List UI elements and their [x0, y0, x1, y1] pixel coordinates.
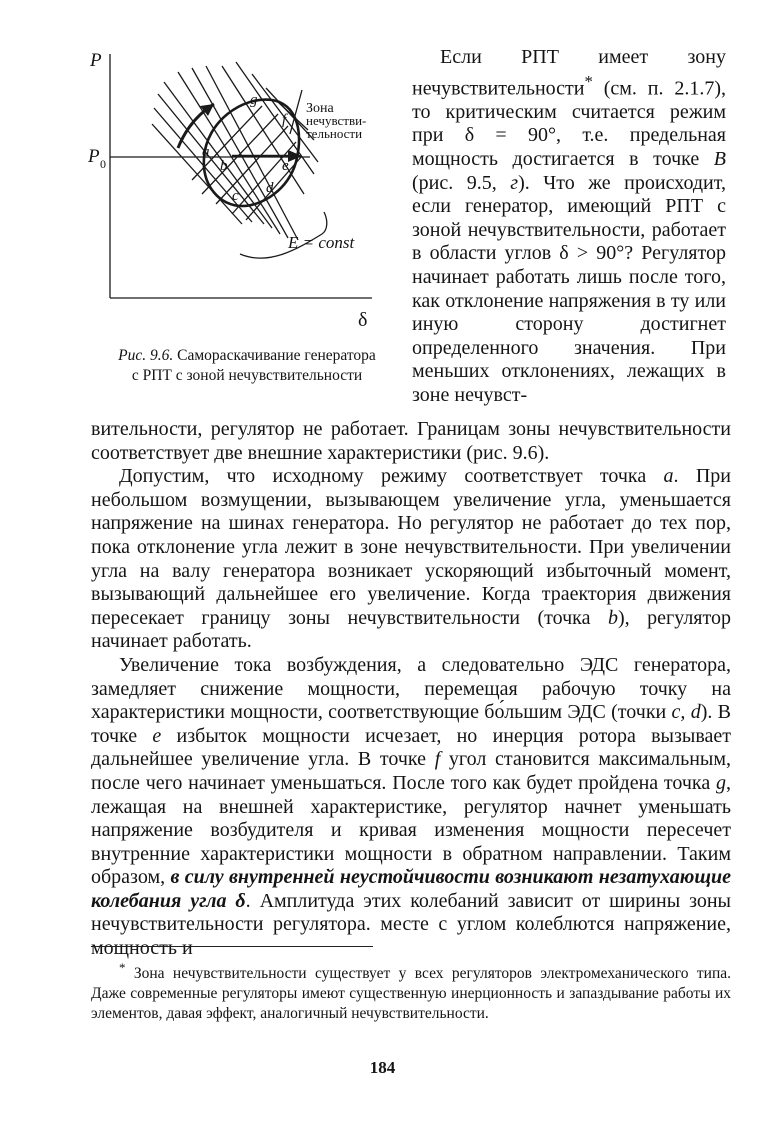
figure-number: Рис. 9.6. — [118, 347, 174, 364]
body-text-part: Увеличение тока возбуждения, а следовательно ЭДС генератора, замедляет снижение мощности, перемещая рабочую точку на характеристики мощности, соответствующие бо́льшим ЭДС (точки — [91, 653, 731, 724]
point-label-e: e — [282, 158, 289, 174]
side-column-text — [412, 46, 726, 408]
side-text-part: (см. п. 2.1.7), то критическим считается режим при δ = 90°, т.е. предельная мощность достигается в точке — [412, 77, 726, 171]
side-text-part: ). Что же происходит, если генератор, имеющий РПТ с зоной нечувствительности, работает в области углов δ > 90°? Регулятор начинает работать лишь после того, как отклонение напряжения в ту или иную сторону достигнет определенного значения. При меньших отклонениях, лежащих в зоне нечувст- — [412, 171, 726, 406]
e-const-label: E = const — [288, 233, 355, 252]
point-ref-b: b — [607, 606, 618, 629]
figure-ref-g: г — [510, 171, 519, 194]
point-ref-cd: с, d — [671, 701, 701, 724]
side-text-part: Если РПТ имеет зону нечувствительности — [412, 46, 726, 100]
body-text-part: избыток мощности исчезает, но инерция ротора вызывает дальнейшее увеличение угла. В точке — [91, 724, 731, 771]
point-label-b: b — [220, 158, 228, 174]
axis-label-delta: δ — [358, 309, 368, 331]
point-label-c: c — [232, 188, 239, 204]
body-text-part: вительности, регулятор не работает. Границам зоны нечувствительности соответствует две внешние характеристики (рис. 9.6). — [91, 418, 731, 464]
point-label-g: g — [250, 92, 258, 108]
point-label-a: a — [202, 144, 210, 160]
body-paragraph-2 — [91, 654, 731, 961]
axis-label-p: P — [90, 50, 102, 71]
footnote-mark: * — [119, 960, 126, 975]
side-text-part: (рис. 9.5, — [412, 171, 511, 194]
point-ref-g: g — [716, 771, 726, 794]
footnote-text: Зона нечувствительности существует у всех регуляторов электромеханического типа. Даже современные регуляторы имеют существенную инерционность и запаздывание работы их элементов, давая эффект, аналогичный нечувствительности. — [91, 965, 731, 1023]
footnote-paragraph — [91, 958, 731, 1024]
body-paragraph-1 — [91, 465, 731, 654]
body-text-part: Допустим, что исходному режиму соответствует точка — [119, 465, 664, 488]
body-text-part: . Амплитуда этих колебаний зависит от ширины зоны нечувствительности регулятора. месте с углом колеблются напряжение, мощность и — [91, 889, 731, 960]
axis-label-p0: P — [88, 146, 100, 167]
footnote-marker: * — [584, 71, 593, 91]
zone-label-line-3: тельности — [306, 126, 363, 141]
figure-caption — [82, 346, 412, 386]
caption-line-2: с РПТ с зоной нечувствительности — [131, 367, 363, 384]
main-body-text — [91, 418, 731, 961]
footnote-rule — [91, 946, 373, 947]
side-paragraph — [412, 46, 726, 408]
body-text-part: . При небольшом возмущении, вызывающем увеличение угла, уменьшается напряжение на шинах генератора. Но регулятор не работает до тех пор, пока отклонение угла лежит в зоне нечувствительности. При увеличении угла на валу генератора возникает ускоряющий избыточный момент, вызывающий дальнейшее его увеличение. Когда траектория движения пересекает границу зоны нечувствительности (точка — [91, 465, 731, 629]
power-characteristics — [152, 62, 318, 240]
zone-label-line-1: Зона — [306, 101, 334, 116]
body-text-part: ), регулятор начинает работать. — [91, 606, 731, 653]
point-label-f: f — [282, 112, 287, 128]
page-number: 184 — [369, 1058, 396, 1077]
body-text-part: ). В точке — [91, 701, 731, 747]
figure-9-6 — [82, 44, 412, 444]
point-ref-e: е — [152, 724, 162, 747]
caption-line-1: Самораскачивание генератора — [177, 347, 376, 364]
point-label-d: d — [266, 180, 274, 196]
arrow-head-right — [288, 150, 302, 162]
point-ref-f: f — [434, 748, 441, 771]
zone-label-line-2: нечувстви- — [306, 113, 367, 128]
point-ref-b: В — [713, 148, 726, 171]
body-text-part: угол становится максимальным, после чего начинает уменьшаться. После того как будет пройдена точка — [91, 748, 731, 794]
power-angle-diagram — [82, 44, 412, 344]
emphasized-statement: в силу внутренней неустойчивости возникают незатухающие колебания угла δ — [91, 866, 731, 912]
body-paragraph-0 — [91, 418, 731, 465]
axis-label-p0-subscript: 0 — [100, 157, 106, 171]
footnote — [91, 958, 731, 1024]
point-ref-a: а — [663, 465, 674, 488]
body-text-part: , лежащая на внешней характеристике, регулятор начнет уменьшать напряжение возбудителя и кривая изменения мощности пересечет внутренние характеристики мощности в обратном направлении. Таким образом, — [91, 771, 731, 889]
